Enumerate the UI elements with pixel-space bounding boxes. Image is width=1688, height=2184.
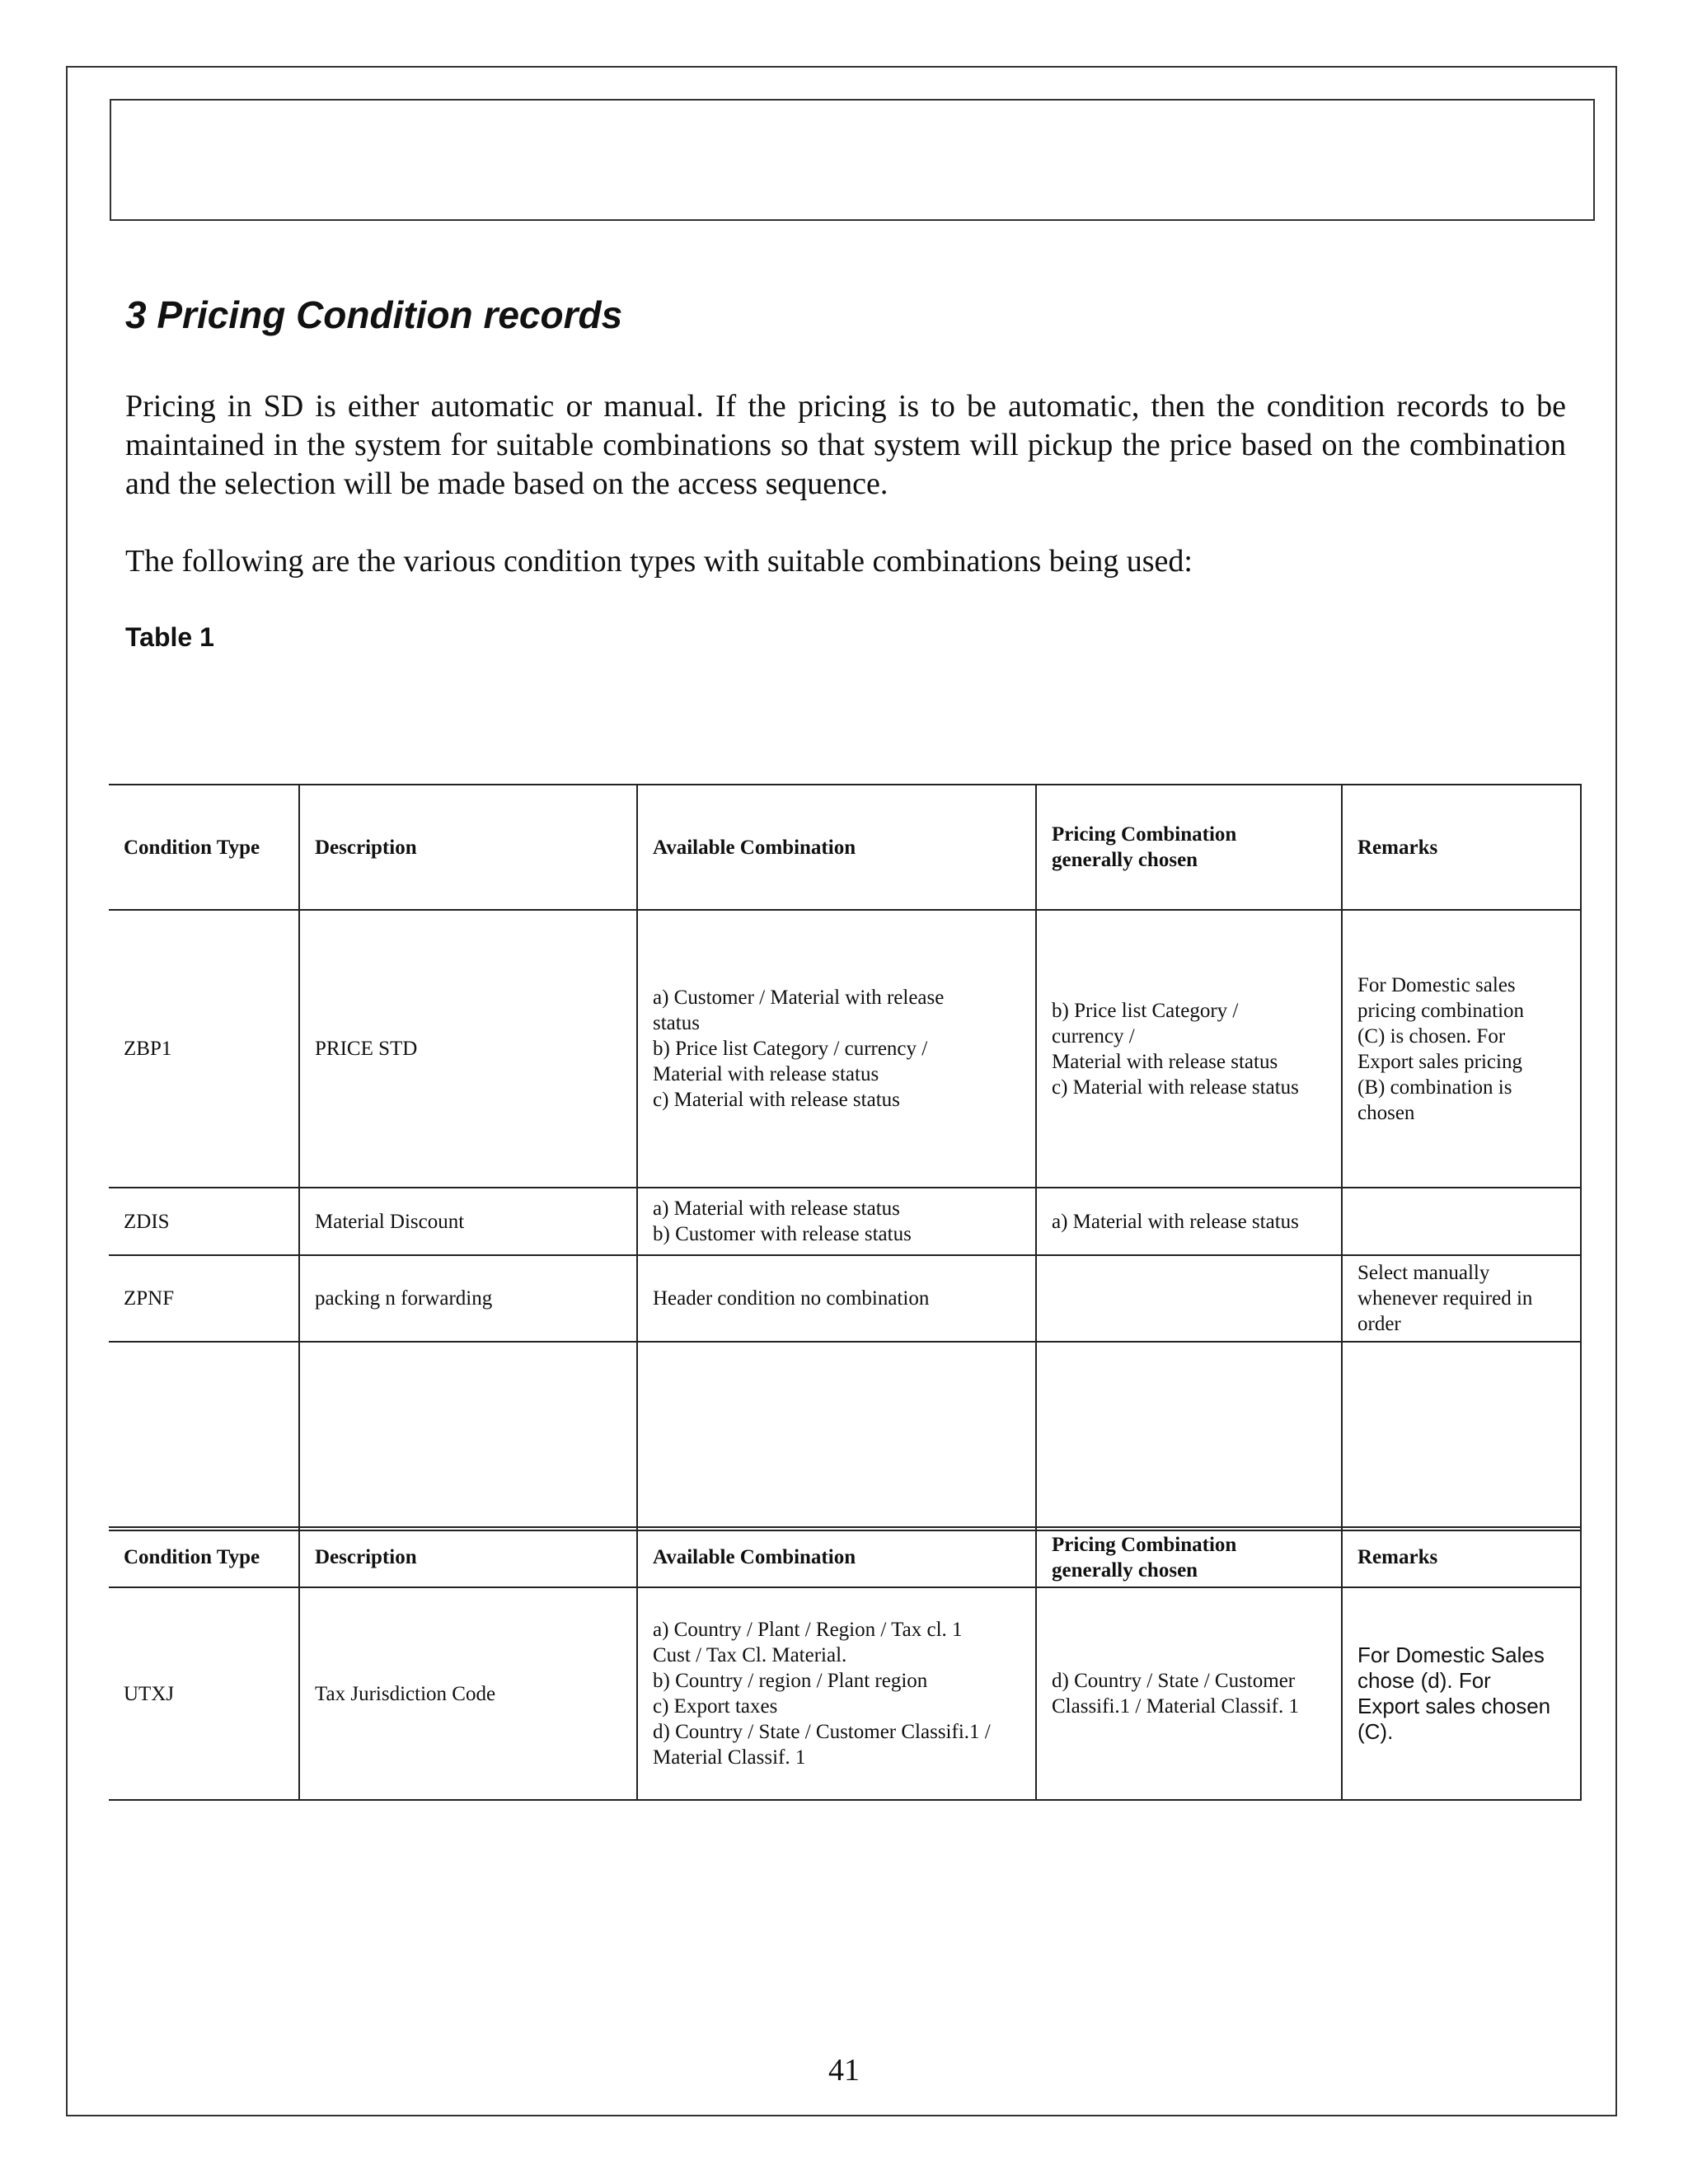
header-cell: Condition Type [109,1527,299,1587]
table-row [109,1587,1581,1800]
table-cell: ZDIS [109,1188,299,1255]
table-cell [1342,1188,1581,1255]
table-cell: a) Material with release status b) Customer with release status [637,1188,1036,1255]
header-cell: Remarks [1342,785,1581,910]
header-cell: Available Combination [637,1527,1036,1587]
page-number: 41 [828,2053,860,2088]
table-cell: Header condition no combination [637,1255,1036,1342]
table-cell: a) Customer / Material with release status b) Price list Category / currency / Material with release status c) Material with release status [637,910,1036,1188]
table-cell: d) Country / State / Customer Classifi.1 / Material Classif. 1 [1036,1587,1342,1800]
table-cell: Select manually whenever required in order [1342,1255,1581,1342]
tax-conditions-table [109,1526,1582,1801]
header-cell: Description [299,785,637,910]
table-cell: UTXJ [109,1587,299,1800]
header-cell: Description [299,1527,637,1587]
pricing-conditions-table [109,784,1582,1531]
table-cell: For Domestic Sales chose (d). For Export sales chosen (C). [1342,1587,1581,1800]
table-row [109,910,1581,1188]
header-cell: Available Combination [637,785,1036,910]
table-cell: packing n forwarding [299,1255,637,1342]
condition-types-paragraph: The following are the various condition types with suitable combinations being used: [125,544,1193,579]
table-cell [1036,1255,1342,1342]
table-cell [637,1342,1036,1530]
header-cell: Condition Type [109,785,299,910]
header-cell: Pricing Combination generally chosen [1036,1527,1342,1587]
table-cell: PRICE STD [299,910,637,1188]
table-cell: ZPNF [109,1255,299,1342]
table-header-row [109,785,1581,910]
table-cell: Tax Jurisdiction Code [299,1587,637,1800]
table-header-row [109,1527,1581,1587]
table-cell: For Domestic sales pricing combination (C) is chosen. For Export sales pricing (B) combination is chosen [1342,910,1581,1188]
table-cell: a) Country / Plant / Region / Tax cl. 1 Cust / Tax Cl. Material. b) Country / region / Plant region c) Export taxes d) Country / State / Customer Classifi.1 / Material Classif. 1 [637,1587,1036,1800]
table-cell: a) Material with release status [1036,1188,1342,1255]
table-cell: ZBP1 [109,910,299,1188]
intro-paragraph: Pricing in SD is either automatic or manual. If the pricing is to be automatic, then the condition records to be maintained in the system for suitable combinations so that system will pickup the price based on the combination and the selection will be made based on the access sequence. [125,389,1566,501]
table-cell: Material Discount [299,1188,637,1255]
table-row [109,1255,1581,1342]
table-row [109,1342,1581,1530]
table-cell [299,1342,637,1530]
table-cell: b) Price list Category / currency / Material with release status c) Material with release status [1036,910,1342,1188]
section-heading: 3 Pricing Condition records [125,293,623,336]
table-row [109,1188,1581,1255]
table-caption: Table 1 [125,622,214,652]
table-cell [1342,1342,1581,1530]
header-cell: Pricing Combination generally chosen [1036,785,1342,910]
table-cell [109,1342,299,1530]
table-cell [1036,1342,1342,1530]
header-cell: Remarks [1342,1527,1581,1587]
header-box [110,99,1595,221]
